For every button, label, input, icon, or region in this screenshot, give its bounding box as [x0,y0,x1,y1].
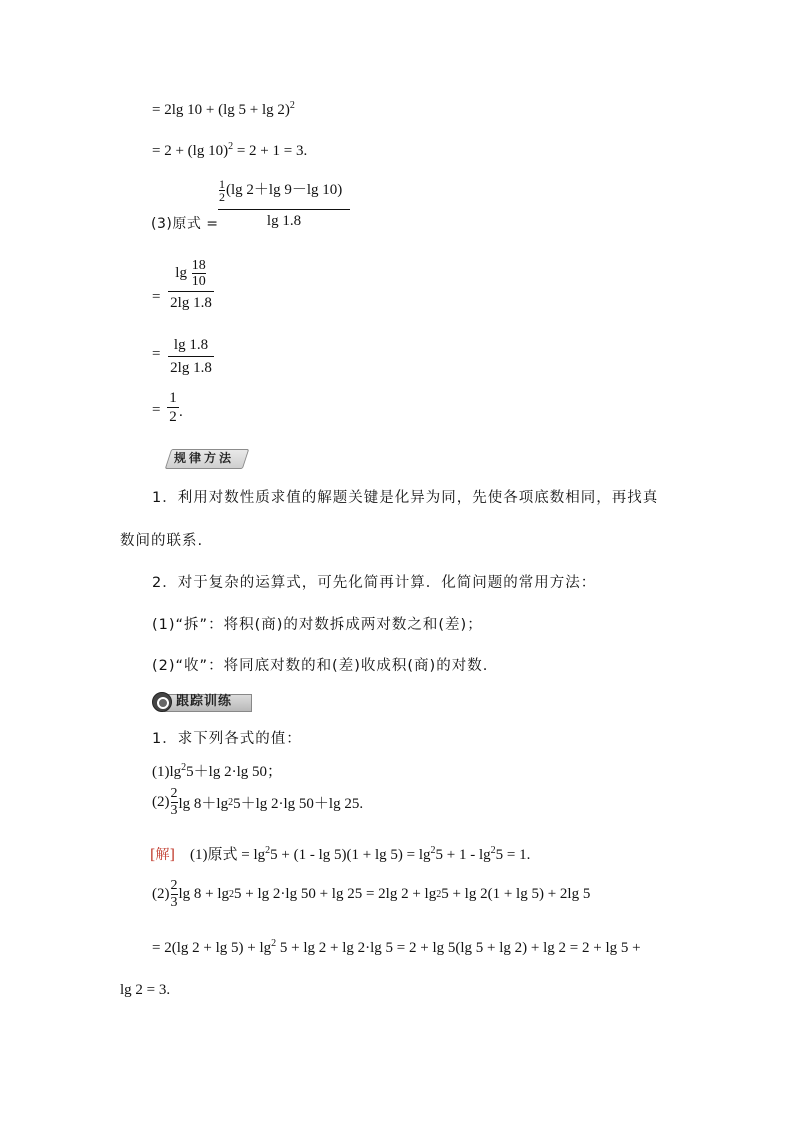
two-thirds-fraction: $\frac{2}{3}$ [170,878,178,910]
fraction-bar [168,291,214,292]
target-icon [152,692,172,712]
law-item-split: (1)“拆”：将积(商)的对数拆成两对数之和(差)； [152,617,483,633]
eq-sign: = [152,346,161,362]
fraction-bar [168,356,214,357]
fraction-line5: lg 1.8 2lg 1.8 [168,336,214,377]
exercise-question: 1．求下列各式的值： [152,731,302,747]
solution-tag: [解] [150,847,175,863]
tracking-practice-tag: 跟踪训练 [152,692,252,710]
law-item-merge: (2)“收”：将同底对数的和(差)收成积(商)的对数. [152,658,489,674]
law-paragraph-1-cont: 数间的联系. [120,533,204,549]
law-method-tag: 规律方法 [168,449,244,467]
law-paragraph-2: 2．对于复杂的运算式，可先化简再计算．化简问题的常用方法： [152,575,597,591]
two-thirds-fraction: $\frac{2}{3}$ [170,786,178,818]
fraction-line4: lg $\frac{18}{10}$ 2lg 1.8 [168,258,214,312]
eq-sign: = [152,402,161,418]
solution-line-4: lg 2 = 3. [120,982,171,998]
exercise-item-1: $(1)\lg^25+\lg$ 2·lg 50； [152,762,283,780]
part3-label: (3)原式 = [151,216,219,232]
fraction-part3: $\frac{1}{2}$ (lg 2＋lg 9－lg 10) lg 1.8 [218,178,350,230]
fraction-bar [218,209,350,210]
solution-line-3: = 2(lg $2 + \lg 5) + \lg^2 5 + \lg 2 + \lg 2\cdot\lg$ 5 = 2 + lg 5(lg 5 + lg 2) + lg 2 = 2 + lg 5 + [152,938,641,956]
fraction-one-half: 1 2 [167,389,179,426]
law-paragraph-1: 1．利用对数性质求值的解题关键是化异为同，先使各项底数相同，再找真 [152,490,659,506]
ratio-18-10: $\frac{18}{10}$ [191,258,206,289]
step-line-1: = 2lg 10 + (lg 5 + lg 2)$^2$ [152,100,295,118]
exercise-item-2: (2) $\frac{2}{3}$ lg 8＋lg 2 5＋lg 2·lg 50＋lg 25. [152,786,364,818]
half-fraction: $\frac{1}{2}$ [219,177,225,204]
eq-sign: = [152,289,161,305]
step-line-2: = 2 + (lg 10)$^2$ = 2 + 1 = 3. [152,141,308,159]
solution-line-2: (2) $\frac{2}{3}$ lg 8 + lg 2 5 + lg 2·lg 50 + lg 25 = 2lg 2 + lg 2 5 + lg 2(1 + lg 5) + 2lg 5 [152,878,591,910]
solution-line-1: [解] (1)原式 = $\lg^25 + (1 - \lg 5)(1 + \lg 5) = \lg^25 + 1 - \lg^25 = 1$. [150,845,531,863]
